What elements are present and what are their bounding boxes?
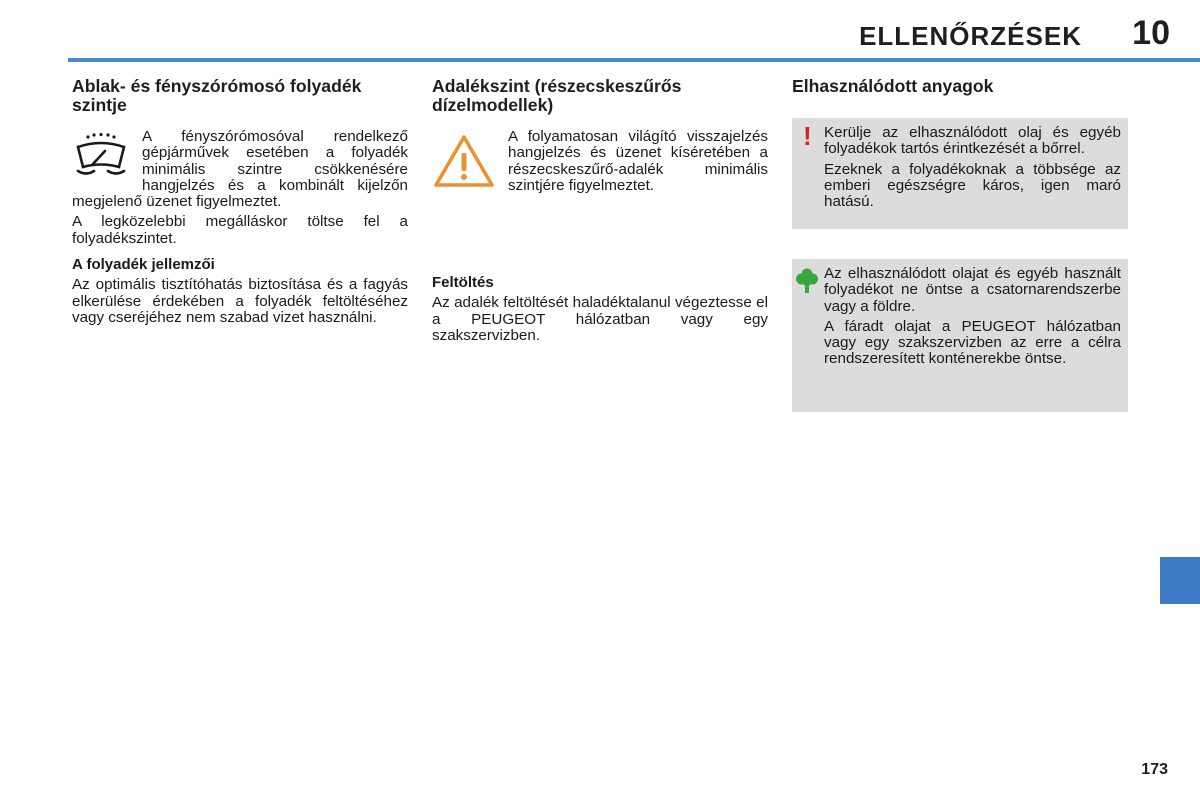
warning-triangle-icon bbox=[432, 129, 496, 193]
health-warning-paragraph-1: Kerülje az elhasználódott olaj és egyéb folyadékok tartós érintkezését a bőrrel. bbox=[824, 124, 1121, 158]
exclamation-icon: ! bbox=[803, 121, 812, 151]
additive-paragraph-1: A folyamatosan világító visszajelzés hangjelzés és üzenet kíséretében a részecskeszűrő-adalék minimális szintjére figyelmeztet. bbox=[508, 128, 768, 194]
environment-paragraph-2: A fáradt olajat a PEUGEOT hálózatban vagy egy szakszervizben az erre a célra rendszeresített konténerekbe öntse. bbox=[824, 317, 1121, 368]
additive-body bbox=[432, 129, 768, 275]
health-warning-box bbox=[792, 118, 1128, 229]
column-additive-level bbox=[432, 77, 768, 348]
header-rule bbox=[68, 58, 1200, 62]
chapter-number: 10 bbox=[1132, 14, 1170, 52]
column-used-materials bbox=[792, 77, 1128, 110]
windshield-washer-icon bbox=[72, 129, 130, 181]
section-heading-additive: Adalékszint (részecskeszűrős dízelmodellek) bbox=[432, 76, 682, 115]
environment-notice-box bbox=[792, 259, 1128, 412]
washer-paragraph-1: A fényszórómosóval rendelkező gépjárművek esetében a folyadék minimális szintre csökkenésére hangjelzés és a kombinált kijelzőn megjelenő üzenet figyelmeztet. bbox=[72, 128, 408, 211]
chapter-title: ELLENŐRZÉSEK bbox=[859, 21, 1082, 51]
column-washer-fluid bbox=[72, 77, 408, 330]
health-warning-paragraph-2: Ezeknek a folyadékoknak a többsége az emberi egészségre káros, igen maró hatású. bbox=[824, 160, 1121, 211]
page-number: 173 bbox=[1141, 761, 1168, 778]
chapter-side-tab bbox=[1160, 557, 1200, 604]
washer-paragraph-3: Az optimális tisztítóhatás biztosítása és a fagyás elkerülése érdekében a folyadék feltöltéséhez vagy cseréjéhez nem szabad vizet használni. bbox=[72, 276, 408, 326]
subheading-fluid-properties: A folyadék jellemzői bbox=[72, 256, 215, 274]
washer-paragraph-2: A legközelebbi megálláskor töltse fel a folyadékszintet. bbox=[72, 213, 408, 247]
section-heading-used-materials: Elhasználódott anyagok bbox=[792, 76, 994, 96]
section-heading-washer: Ablak- és fényszórómosó folyadék szintje bbox=[72, 76, 362, 115]
environment-paragraph-1: Az elhasználódott olajat és egyéb használt folyadékot ne öntse a csatornarendszerbe vagy a földre. bbox=[824, 265, 1121, 315]
additive-paragraph-2: Az adalék feltöltését haladéktalanul végeztesse el a PEUGEOT hálózatban vagy egy szakszervizben. bbox=[432, 294, 768, 344]
subheading-refill: Feltöltés bbox=[432, 274, 494, 291]
tree-icon bbox=[796, 268, 818, 294]
